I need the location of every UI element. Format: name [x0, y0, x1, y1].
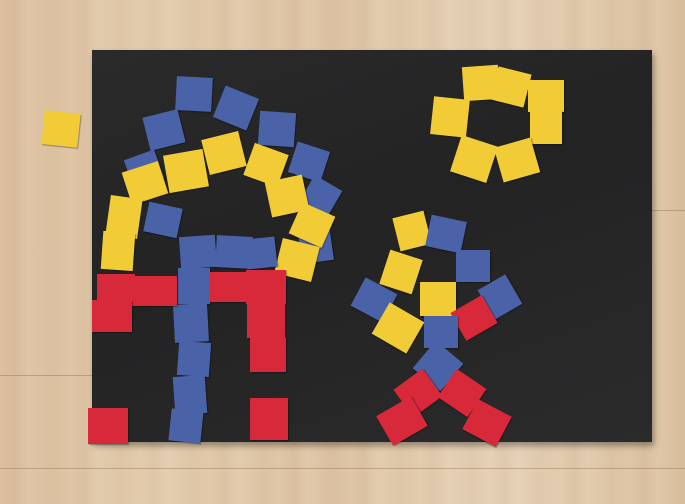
- red-paper-tile: [246, 270, 286, 304]
- floor-seam: [0, 375, 92, 376]
- blue-paper-tile: [456, 250, 490, 282]
- red-paper-tile: [210, 272, 248, 302]
- blue-paper-tile: [178, 268, 210, 304]
- blue-paper-tile: [168, 408, 203, 443]
- blue-paper-tile: [245, 237, 278, 270]
- blue-paper-tile: [175, 76, 213, 112]
- yellow-paper-tile: [430, 96, 470, 138]
- floor-seam: [0, 468, 685, 469]
- blue-paper-tile: [173, 303, 209, 343]
- red-paper-tile: [135, 276, 177, 306]
- yellow-paper-tile: [420, 282, 456, 316]
- red-paper-tile: [92, 300, 132, 332]
- blue-paper-tile: [424, 316, 458, 348]
- yellow-paper-tile: [101, 231, 136, 271]
- red-paper-tile: [247, 304, 285, 338]
- yellow-paper-tile: [163, 149, 209, 193]
- blue-paper-tile: [258, 111, 296, 147]
- red-paper-tile: [250, 398, 288, 440]
- yellow-paper-tile: [530, 110, 562, 144]
- red-paper-tile: [88, 408, 128, 444]
- floor-seam: [652, 210, 685, 211]
- blue-paper-tile: [179, 235, 217, 269]
- red-paper-tile: [250, 338, 286, 372]
- blue-paper-tile: [177, 341, 211, 377]
- loose-yellow-tile: [41, 110, 80, 148]
- yellow-paper-tile: [528, 80, 564, 112]
